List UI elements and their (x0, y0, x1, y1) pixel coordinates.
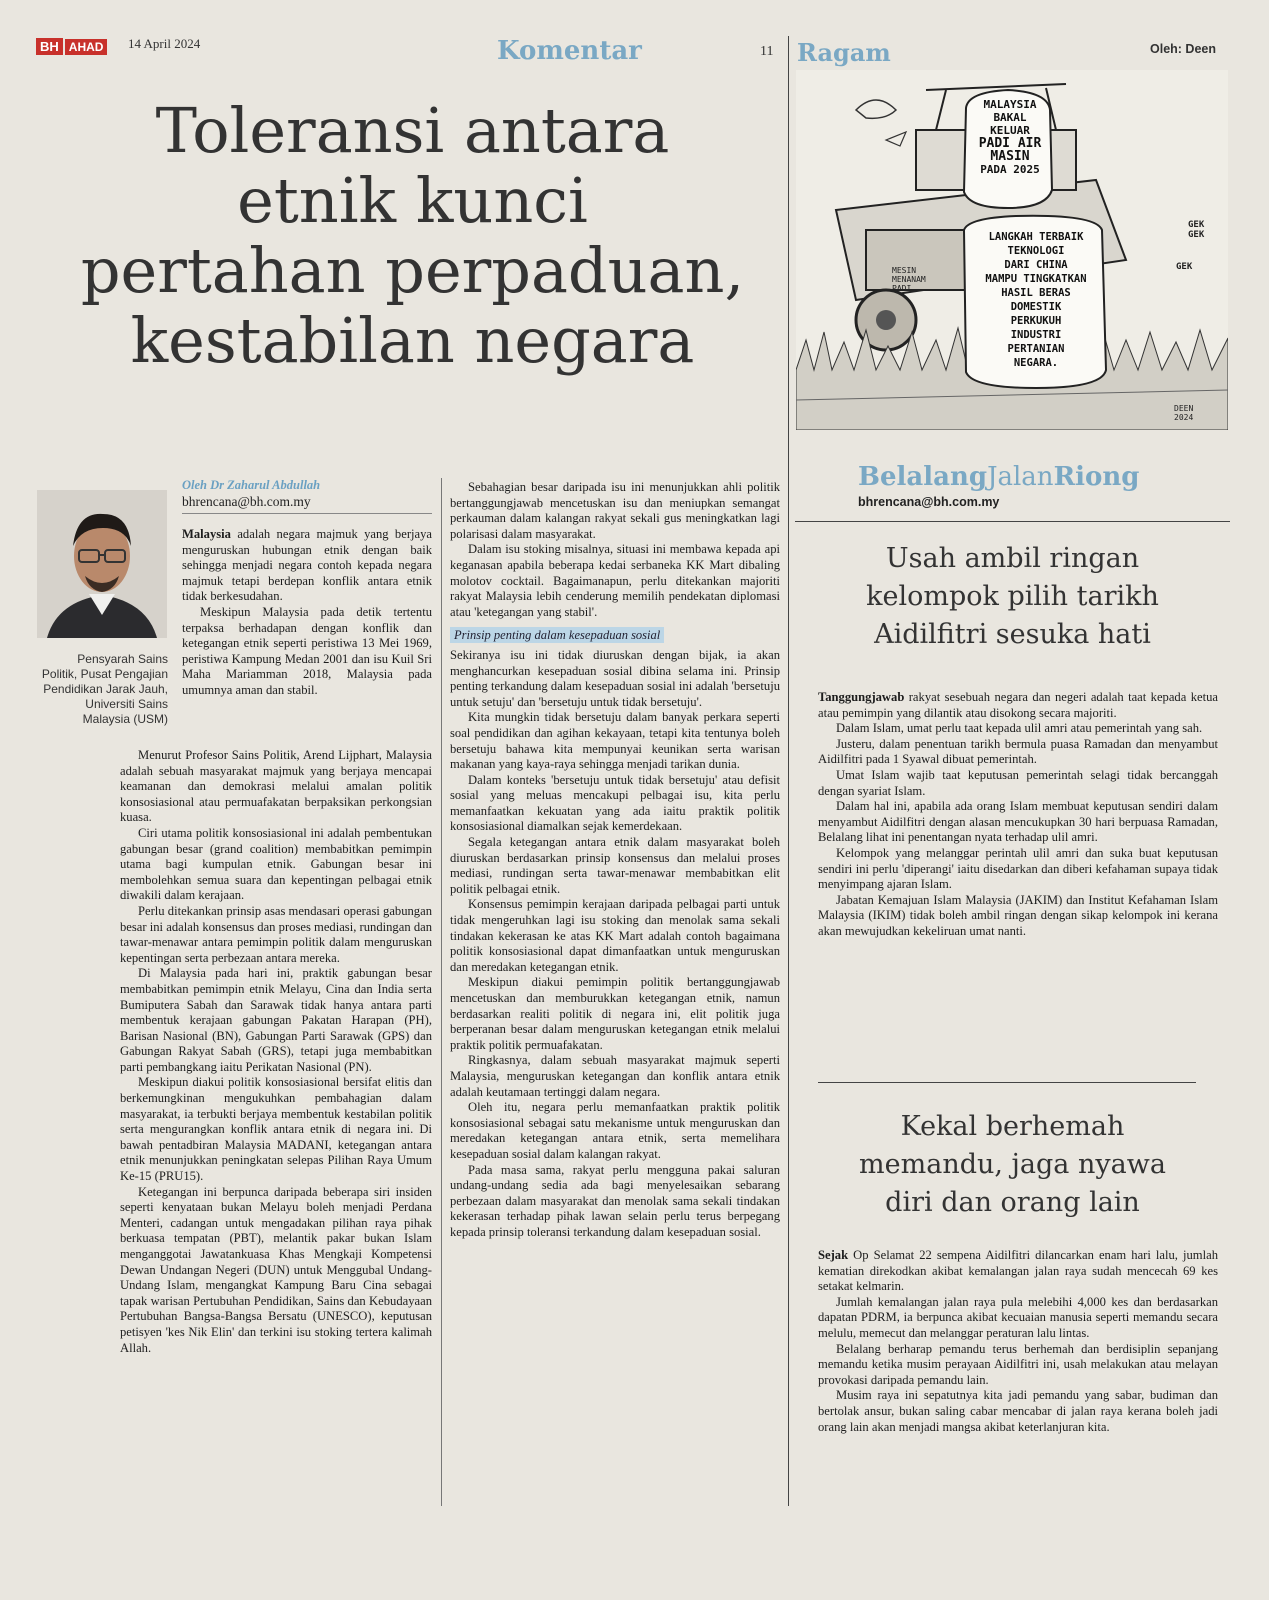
cartoon-credit: Oleh: Deen (1150, 42, 1216, 56)
editorial-2-body: Sejak Op Selamat 22 sempena Aidilfitri dilancarkan enam hari lalu, jumlah kematian direkodkan akibat kemalangan jalan raya sudah mencecah 69 kes setakat kelmarin. Jumlah kemalangan jalan raya pula melebihi 4,000 kes dan berdasarkan dapatan PDRM, ia berpunca akibat kecuaian manusia seperti memandu secara melulu, memecut dan melanggar peraturan lalu lintas. Belalang berharap pemandu terus berhemah dan berdisiplin sepanjang memandu ketika musim perayaan Aidilfitri ini, usah melakukan atau melayan provokasi daripada pemandu lain. Musim raya ini sepatutnya kita jadi pemandu yang sabar, budiman dan bertolak ansur, bukan saling cabar mencabar di jalan raya kerana boleh jadi orang lain akan menjadi mangsa akibat keterlanjuran kita. (818, 1248, 1218, 1434)
column-rule (795, 521, 1230, 522)
section-ragam: Ragam (797, 38, 891, 67)
author-photo (37, 490, 167, 638)
article-paragraph: Menurut Profesor Sains Politik, Arend Lijphart, Malaysia adalah sebuah masyarakat majmuk yang berjaya mencapai keamanan dan demokrasi melalui amalan politik konsosiasional atau permuafakatan berpaksikan perkongsian kuasa. (120, 748, 432, 825)
column-brand: BelalangJalanRiong (858, 462, 1140, 492)
cartoon-bubble-top: MALAYSIA BAKAL KELUAR PADI AIR MASIN PADA 2025 (978, 98, 1042, 176)
article-paragraph: Ringkasnya, dalam sebuah masyarakat majmuk seperti Malaysia, menguruskan ketegangan dan konflik antara etnik adalah keutamaan tertinggi dalam negara. (450, 1053, 780, 1099)
article-lead-word: Malaysia (182, 527, 231, 541)
headline-line-4: kestabilan negara (130, 304, 695, 377)
author-byline: Oleh Dr Zaharul Abdullah (182, 478, 321, 492)
article-paragraph: Meskipun diakui pemimpin politik bertanggungjawab mencetuskan dan memburukkan ketegangan etnik, namun berdasarkan realiti politik di negara ini, elit politik juga berperanan besar dalam menguruskan ketegangan etnik melalui praktik politik permuafakatan. (450, 975, 780, 1052)
article-subheading: Prinsip penting dalam kesepaduan sosial (450, 627, 664, 643)
main-headline (40, 96, 785, 376)
article-paragraph: Sekiranya isu ini tidak diuruskan dengan bijak, ia akan menghancurkan kesepaduan sosial dibina selama ini. Prinsip penting terkandung dalam kesepaduan sosial ini adalah 'bersetuju untuk setuju' dan 'bersetuju untuk tidak bersetuju'. (450, 647, 780, 709)
editorial-paragraph: Belalang berharap pemandu terus berhemah dan berdisiplin sepanjang memandu ketika musim perayaan Aidilfitri ini, usah melakukan atau melayan provokasi daripada pemandu lain. (818, 1341, 1218, 1387)
article-paragraph: Oleh itu, negara perlu memanfaatkan praktik politik konsosiasional sebagai satu mekanisme untuk menguruskan dan meredakan ketegangan antara etnik, serta memelihara kesepaduan sosial dalam kalangan rakyat. (450, 1100, 780, 1161)
article-column-2 (450, 480, 780, 1241)
article-column-rule (441, 478, 442, 1506)
headline-line-2: etnik kunci (237, 164, 588, 237)
column-divider (788, 36, 789, 1506)
cartoon-bubble-bottom: LANGKAH TERBAIK TEKNOLOGI DARI CHINA MAMPU TINGKATKAN HASIL BERAS DOMESTIK PERKUKUH INDUSTRI PERTANIAN NEGARA. (985, 231, 1087, 369)
editorial-paragraph: Kelompok yang melanggar perintah ulil amri dan suka buat keputusan sendiri ini perlu 'diperangi' iaitu disedarkan dan diberi kefahaman supaya tidak menyimpang ajaran Islam. (818, 845, 1218, 892)
edition-label: AHAD (65, 39, 108, 55)
bh-logo: BH (36, 38, 63, 55)
cartoon-machine-label: MESIN MENANAM PADI (892, 266, 926, 293)
author-email[interactable]: bhrencana@bh.com.my (182, 494, 311, 509)
article-paragraph: Di Malaysia pada hari ini, praktik gabungan besar membabitkan pemimpin etnik Melayu, Cina dan India serta Bumiputera Sabah dan Sarawak tidak hanya antara parti membentuk kerajaan gabungan Pakatan Harapan (PH), Barisan Nasional (BN), Gabungan Parti Sarawak (GPS) dan Gabungan Rakyat Sabah (GRS), tetapi juga membabitkan parti pembangkang iaitu Perikatan Nasional (PN). (120, 966, 432, 1074)
article-column-1-bottom (120, 748, 432, 1356)
editorial-paragraph: Umat Islam wajib taat keputusan pemerintah selagi tidak bercanggah dengan syariat Islam. (818, 767, 1218, 798)
article-column-1-top: Malaysia adalah negara majmuk yang berjaya menguruskan hubungan etnik dengan baik sehingga menjadi negara contoh kepada negara majmuk tetapi berdepan konflik antara etnik tidak berkesudahan. Meskipun Malaysia pada detik tertentu terpaksa berhadapan dengan konflik dan ketegangan etnik seperti peristiwa 13 Mei 1969, peristiwa Kampung Medan 2001 dan isu Kuil Sri Maha Mariamman 2018, Malaysia pada umumnya aman dan stabil. (182, 527, 432, 697)
article-paragraph: Kita mungkin tidak bersetuju dalam banyak perkara seperti soal pendidikan dan agihan kekayaan, tetapi kita tentunya boleh bersetuju bahawa kita mempunyai keunikan serta warisan makanan yang kaya-raya sehingga menjadi tarikan dunia. (450, 710, 780, 772)
editorial-paragraph: Jumlah kemalangan jalan raya pula melebihi 4,000 kes dan berdasarkan dapatan PDRM, ia berpunca akibat kecuaian manusia seperti memandu secara melulu, memecut dan melanggar peraturan lalu lintas. (818, 1294, 1218, 1340)
article-paragraph: Meskipun Malaysia pada detik tertentu terpaksa berhadapan dengan konflik dan ketegangan etnik seperti peristiwa 13 Mei 1969, peristiwa Kampung Medan 2001 dan isu Kuil Sri Maha Mariamman 2018, Malaysia pada umumnya aman dan stabil. (182, 604, 432, 697)
editorial-paragraph: Musim raya ini sepatutnya kita jadi pemandu yang sabar, budiman dan bertolak ansur, bukan saling cabar mencabar di jalan raya kerana boleh jadi orang lain akan menjadi mangsa akibat keterlanjuran kita. (818, 1388, 1218, 1434)
article-paragraph: Ketegangan ini berpunca daripada beberapa siri insiden seperti kenyataan bukan Melayu boleh menjadi Perdana Menteri, cadangan untuk mengadakan pilihan raya pihak berkuasa tempatan (PBT), melantik pakar bukan Islam menganggotai Jawatankuasa Khas Mengkaji Kompetensi Dewan Undangan Negeri (DUN) untuk Menggubal Undang-Undang Islam, mengangkat Kampung Baru Cina sebagai tapak warisan Pertubuhan Pendidikan, Sains dan Kebudayaan Pertubuhan Bangsa-Bangsa Bersatu (UNESCO), keputusan petisyen 'kes Nik Elin' dan terkini isu stoking tertera kalimah Allah. (120, 1184, 432, 1355)
cartoon-signature: DEEN 2024 (1174, 404, 1194, 422)
masthead-brand (36, 36, 107, 55)
cartoon-sound-1: GEK GEK (1188, 220, 1205, 240)
article-paragraph: Dalam isu stoking misalnya, situasi ini membawa kepada api keganasan apabila beberapa kedai serbaneka KK Mart dibaling molotov cocktail. Bagaimanapun, perlu ditekankan majoriti rakyat Malaysia lebih cenderung memilih pendekatan diplomasi atau 'ketegangan yang stabil'. (450, 542, 780, 619)
article-paragraph: Ciri utama politik konsosiasional ini adalah pembentukan gabungan besar (grand coalition) membabitkan pemimpin utama bagi kumpulan etnik. Gabungan besar ini membolehkan semua suara dan kepentingan pelbagai etnik diwakili dalam kerajaan. (120, 825, 432, 903)
headline-line-1: Toleransi antara (155, 94, 670, 167)
article-paragraph: Perlu ditekankan prinsip asas mendasari operasi gabungan besar ini adalah konsensus dan proses mediasi, rundingan dan tawar-menawar antara pemimpin politik dalam menguruskan kepentingan serta perbezaan antara mereka. (120, 903, 432, 965)
editorial-paragraph: Dalam Islam, umat perlu taat kepada ulil amri atau pemerintah yang sah. (836, 721, 1203, 736)
editorial-1-headline: Usah ambil ringan kelompok pilih tarikh Aidilfitri sesuka hati (866, 543, 1159, 650)
editorial-paragraph: Dalam hal ini, apabila ada orang Islam membuat keputusan sendiri dalam menyambut Aidilfitri dengan alasan mencukupkan 30 hari berpuasa Ramadan, Belalang lihat ini penentangan nyata terhadap ulil amri. (818, 799, 1218, 845)
article-paragraph: Meskipun diakui politik konsosiasional bersifat elitis dan berkemungkinan mengukuhkan pembahagian dalam masyarakat, ia terbukti berjaya membentuk kestabilan politik serta mengurangkan konflik antara etnik di negara ini. Di bawah pentadbiran Malaysia MADANI, ketegangan antara etnik menunjukkan peningkatan selepas Pilihan Raya Umum Ke-15 (PRU15). (120, 1075, 432, 1184)
issue-date: 14 April 2024 (128, 36, 201, 51)
article-paragraph: Segala ketegangan antara etnik dalam masyarakat boleh diuruskan berdasarkan prinsip konsensus dan melalui proses mediasi, rundingan serta tawar-menawar membabitkan elit politik pelbagai etnik. (450, 835, 780, 896)
section-komentar: Komentar (497, 36, 642, 66)
cartoon-sound-2: GEK (1176, 262, 1193, 272)
article-paragraph: Sebahagian besar daripada isu ini menunjukkan ahli politik bertanggungjawab mencetuskan isu dan meniupkan semangat perkauman dalam kalangan rakyat sekali gus meningkatkan lagi polarisasi dalam masyarakat. (450, 480, 780, 541)
headline-line-3: pertahan perpaduan, (80, 234, 745, 307)
editorial-cartoon (796, 70, 1228, 430)
editorial-paragraph: Justeru, dalam penentuan tarikh bermula puasa Ramadan dan menyambut Aidilfitri pada 1 Syawal dibuat pemerintah. (818, 736, 1218, 767)
article-paragraph: Konsensus pemimpin kerajaan daripada pelbagai parti untuk tidak mengeruhkan lagi isu stoking dan menolak sama sekali tindakan kekerasan ke atas KK Mart adalah contoh bagaimana politik konsosiasional dapat dimanfaatkan untuk menguruskan dan meredakan ketegangan etnik. (450, 897, 780, 974)
author-caption: Pensyarah Sains Politik, Pusat Pengajian Pendidikan Jarak Jauh, Universiti Sains Malaysia (USM) (41, 652, 168, 726)
article-paragraph: Dalam konteks 'bersetuju untuk tidak bersetuju' atau defisit sosial yang meluas mencakupi pelbagai isu, kita perlu memanfaatkan kekuatan yang ada iaitu praktik politik konsosiasional diamalkan sejak kemerdekaan. (450, 772, 780, 834)
article-paragraph: Pada masa sama, rakyat perlu mengguna pakai saluran undang-undang sedia ada bagi menyelesaikan sebarang perbezaan dalam masyarakat dan menolak sama sekali tindakan kekerasan terhadap pihak lawan selain perlu terus berpegang kepada prinsip toleransi terkandung dalam kesepaduan sosial. (450, 1162, 780, 1239)
byline-rule (182, 513, 432, 514)
page-number: 11 (760, 44, 774, 59)
editorial-paragraph: Jabatan Kemajuan Islam Malaysia (JAKIM) dan Institut Kefahaman Islam Malaysia (IKIM) tidak boleh ambil ringan dengan sikap kelompok ini kerana akan mewujudkan kekeliruan umat nanti. (818, 892, 1218, 938)
column-email[interactable]: bhrencana@bh.com.my (858, 495, 1000, 509)
editorial-2-headline: Kekal berhemah memandu, jaga nyawa diri dan orang lain (859, 1111, 1166, 1218)
editorial-divider (818, 1082, 1196, 1083)
editorial-1-body: Tanggungjawab rakyat sesebuah negara dan negeri adalah taat kepada ketua atau pemimpin yang dilantik atau disokong secara majoriti. Dalam Islam, umat perlu taat kepada ulil amri atau pemerintah yang sah. Justeru, dalam penentuan tarikh bermula puasa Ramadan dan menyambut Aidilfitri pada 1 Syawal dibuat pemerintah. Umat Islam wajib taat keputusan pemerintah selagi tidak bercanggah dengan syariat Islam. Dalam hal ini, apabila ada orang Islam membuat keputusan sendiri dalam menyambut Aidilfitri dengan alasan mencukupkan 30 hari berpuasa Ramadan, Belalang lihat ini penentangan nyata terhadap ulil amri. Kelompok yang melanggar perintah ulil amri dan suka buat keputusan sendiri ini perlu 'diperangi' iaitu disedarkan dan diberi kefahaman supaya tidak menyimpang ajaran Islam. Jabatan Kemajuan Islam Malaysia (JAKIM) dan Institut Kefahaman Islam Malaysia (IKIM) tidak boleh ambil ringan dengan sikap kelompok ini kerana akan mewujudkan kekeliruan umat nanti. (818, 690, 1218, 938)
